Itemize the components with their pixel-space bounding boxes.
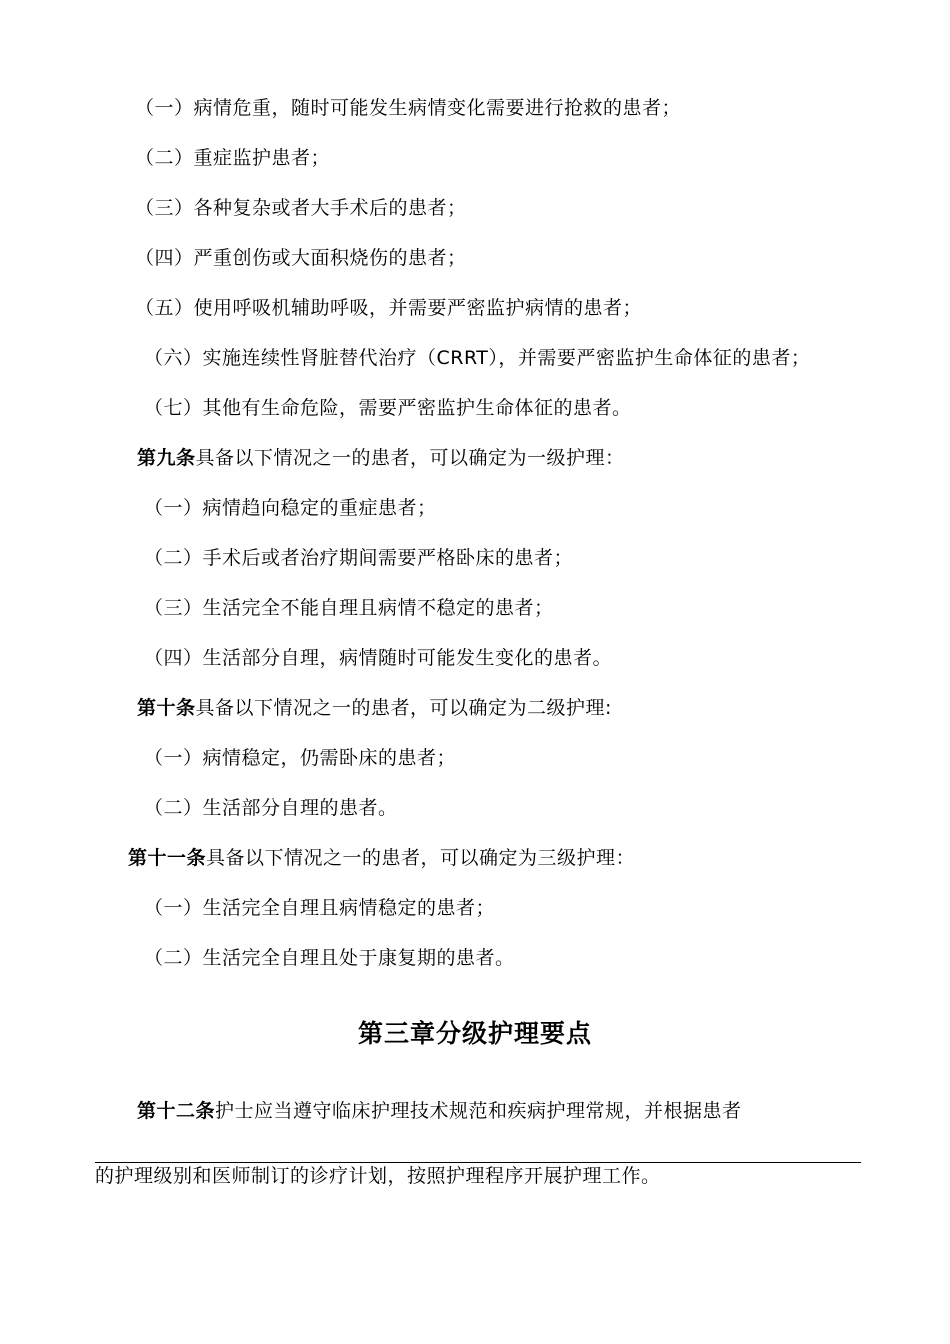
article-text: 具备以下情况之一的患者，可以确定为一级护理： bbox=[195, 447, 625, 469]
list-item: （四）生活部分自理，病情随时可能发生变化的患者。 bbox=[144, 647, 613, 669]
article-11 bbox=[128, 846, 635, 870]
list-item: （一）病情趋向稳定的重症患者； bbox=[144, 497, 437, 519]
list-item: （二）生活部分自理的患者。 bbox=[144, 797, 398, 819]
list-item: （二）手术后或者治疗期间需要严格卧床的患者； bbox=[144, 547, 574, 569]
article-text: 护士应当遵守临床护理技术规范和疾病护理常规，并根据患者 bbox=[215, 1100, 742, 1122]
list-item: （七）其他有生命危险，需要严密监护生命体征的患者。 bbox=[144, 397, 632, 419]
article-text: 具备以下情况之一的患者，可以确定为三级护理： bbox=[206, 847, 636, 869]
article-12 bbox=[137, 1099, 742, 1123]
list-item: （二）重症监护患者； bbox=[135, 147, 331, 169]
article-label: 第十二条 bbox=[137, 1100, 216, 1122]
divider bbox=[95, 1162, 861, 1163]
list-item: （一）生活完全自理且病情稳定的患者； bbox=[144, 897, 496, 919]
article-text: 具备以下情况之一的患者，可以确定为二级护理: bbox=[195, 697, 612, 719]
list-item: （三）生活完全不能自理且病情不稳定的患者； bbox=[144, 597, 554, 619]
list-item: （一）病情稳定，仍需卧床的患者； bbox=[144, 747, 457, 769]
article-9 bbox=[137, 446, 625, 470]
list-item: （三）各种复杂或者大手术后的患者； bbox=[135, 197, 467, 219]
list-item: （五）使用呼吸机辅助呼吸，并需要严密监护病情的患者； bbox=[135, 297, 643, 319]
article-label: 第十条 bbox=[137, 697, 196, 719]
list-item: （四）严重创伤或大面积烧伤的患者； bbox=[135, 247, 467, 269]
chapter-title: 第三章分级护理要点 bbox=[357, 1019, 592, 1048]
list-item: （二）生活完全自理且处于康复期的患者。 bbox=[144, 947, 515, 969]
article-label: 第九条 bbox=[137, 447, 196, 469]
list-item: （六）实施连续性肾脏替代治疗（CRRT），并需要严密监护生命体征的患者； bbox=[144, 347, 811, 369]
list-item: （一）病情危重，随时可能发生病情变化需要进行抢救的患者； bbox=[135, 97, 682, 119]
article-continuation: 的护理级别和医师制订的诊疗计划，按照护理程序开展护理工作。 bbox=[95, 1165, 661, 1187]
article-10 bbox=[137, 696, 612, 720]
article-label: 第十一条 bbox=[128, 847, 207, 869]
